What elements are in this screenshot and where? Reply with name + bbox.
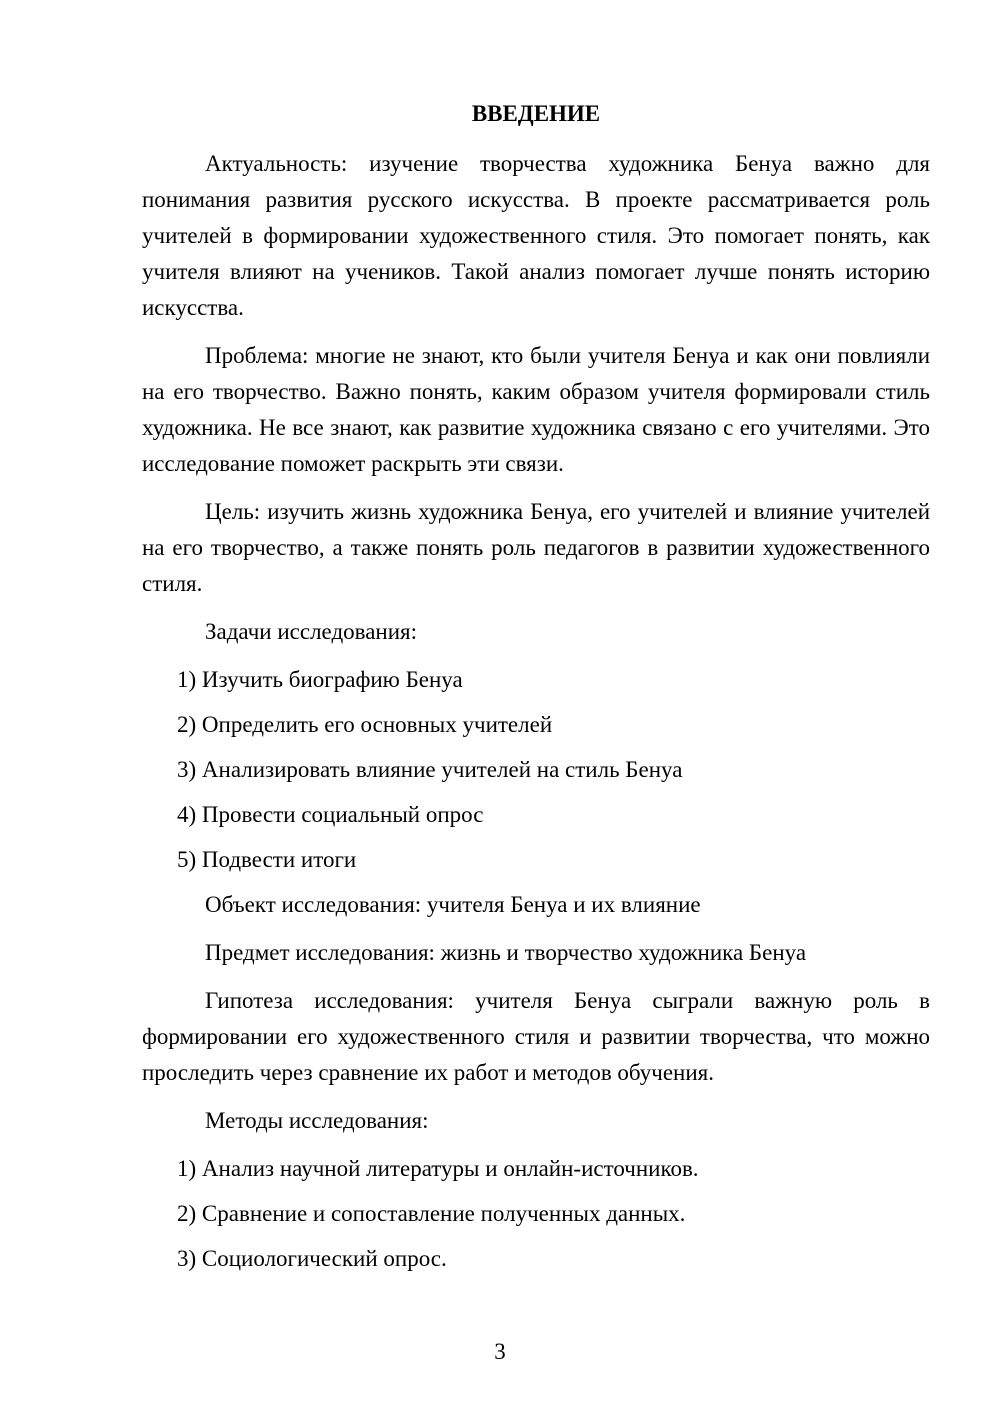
tasks-list-item: 4) Провести социальный опрос: [177, 802, 484, 827]
tasks-list: [142, 662, 930, 878]
methods-list-item: 1) Анализ научной литературы и онлайн-источников.: [177, 1156, 699, 1181]
tasks-list-item: 3) Анализировать влияние учителей на стиль Бенуа: [177, 757, 683, 782]
tasks-heading: Задачи исследования:: [205, 619, 418, 644]
paragraph-object: Объект исследования: учителя Бенуа и их влияние: [205, 892, 701, 917]
tasks-list-item: 5) Подвести итоги: [177, 847, 357, 872]
paragraph-relevance: Актуальность: изучение творчества художника Бенуа важно для понимания развития русского искусства. В проекте рассматривается роль учителей в формировании художественного стиля. Это помогает понять, как учителя влияют на учеников. Такой анализ помогает лучше понять историю искусства.: [142, 151, 930, 320]
paragraph-subject: Предмет исследования: жизнь и творчество художника Бенуа: [205, 940, 807, 965]
methods-list: [142, 1151, 930, 1277]
tasks-list-item: 2) Определить его основных учителей: [177, 712, 553, 737]
methods-list-item: 2) Сравнение и сопоставление полученных данных.: [177, 1201, 686, 1226]
page-title: ВВЕДЕНИЕ: [471, 101, 601, 126]
methods-heading: Методы исследования:: [205, 1108, 429, 1133]
paragraph-goal: Цель: изучить жизнь художника Бенуа, его учителей и влияние учителей на его творчество, а также понять роль педагогов в развитии художественного стиля.: [142, 499, 930, 596]
methods-list-item: 3) Социологический опрос.: [177, 1246, 447, 1271]
paragraph-problem: Проблема: многие не знают, кто были учителя Бенуа и как они повлияли на его творчество. Важно понять, каким образом учителя формировали стиль художника. Не все знают, как развитие художника связано с его учителями. Это исследование поможет раскрыть эти связи.: [142, 343, 930, 476]
page-number: 3: [494, 1339, 506, 1364]
paragraph-hypothesis: Гипотеза исследования: учителя Бенуа сыграли важную роль в формировании его художественного стиля и развитии творчества, что можно проследить через сравнение их работ и методов обучения.: [142, 988, 930, 1085]
tasks-list-item: 1) Изучить биографию Бенуа: [177, 667, 463, 692]
